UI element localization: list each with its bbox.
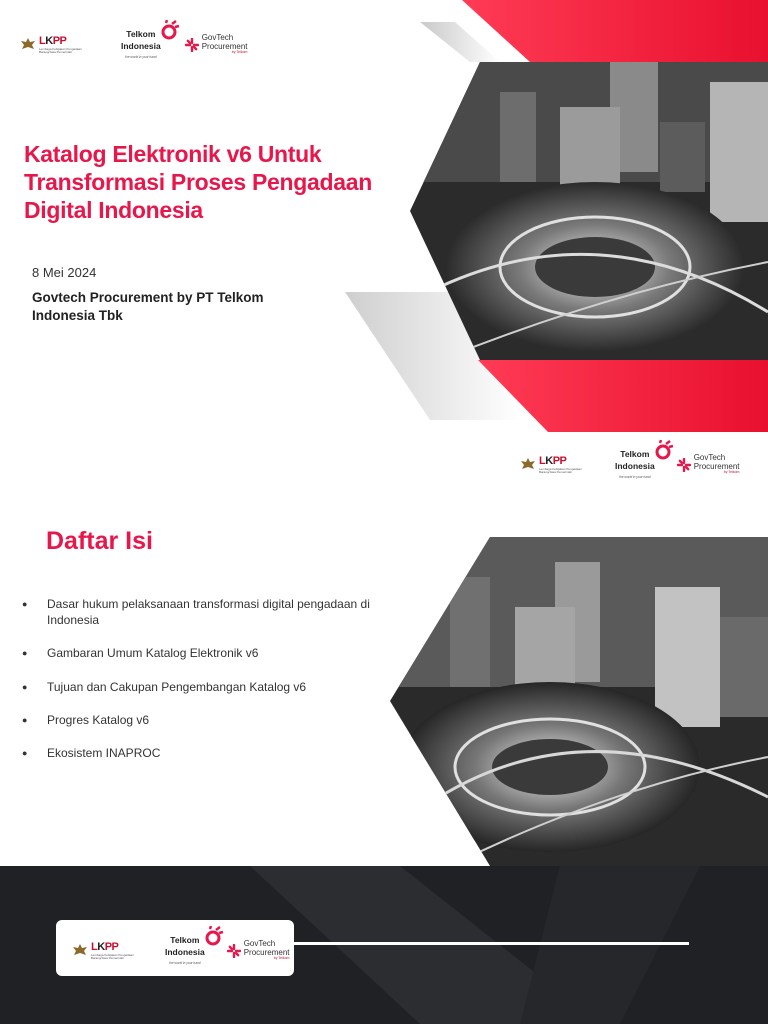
govtech-star-icon	[185, 38, 199, 52]
toc-item: ● Ekosistem INAPROC	[22, 745, 161, 760]
partner-logos-toc	[520, 450, 739, 479]
telkom-swirl-icon	[202, 926, 224, 948]
govtech-star-icon	[227, 944, 241, 958]
toc-slide	[0, 432, 768, 866]
toc-item: ● Tujuan dan Cakupan Pengembangan Katalog v6	[22, 679, 307, 694]
bullet-icon: ●	[22, 648, 28, 659]
telkom-logo: Telkom Indonesia the world in your hand	[121, 30, 161, 59]
closing-slide	[0, 866, 768, 1024]
cover-title: Katalog Elektronik v6 Untuk Transformasi Proses Pengadaan Digital Indonesia	[24, 141, 372, 224]
presenter-name: Govtech Procurement by PT Telkom Indonesia Tbk	[32, 290, 264, 323]
toc-list	[22, 596, 422, 778]
govtech-logo: GovTech Procurement by Telkom	[185, 34, 248, 54]
footer-divider	[294, 942, 689, 945]
partner-logos	[20, 30, 247, 59]
partner-logos-footer	[72, 936, 289, 965]
toc-item: ● Progres Katalog v6	[22, 712, 150, 727]
city-photo	[410, 62, 768, 360]
lkpp-logo: LKPP Lembaga Kebijakan Pengadaan Barang/Jasa Pemerintah	[20, 36, 99, 54]
garuda-emblem-icon	[72, 943, 88, 959]
govtech-logo: GovTech Procurement by Telkom	[227, 940, 290, 960]
cover-slide	[0, 0, 768, 432]
presentation-date: 8 Mei 2024	[32, 265, 97, 280]
telkom-logo: Telkom Indonesia the world in your hand	[615, 450, 655, 479]
bullet-icon: ●	[22, 747, 28, 758]
govtech-logo: GovTech Procurement by Telkom	[677, 454, 740, 474]
lkpp-logo: LKPP Lembaga Kebijakan Pengadaan Barang/Jasa Pemerintah	[72, 942, 151, 960]
garuda-emblem-icon	[520, 457, 536, 473]
bullet-icon: ●	[22, 599, 28, 609]
telkom-swirl-icon	[158, 20, 180, 42]
toc-item: ● Gambaran Umum Katalog Elektronik v6	[22, 646, 259, 661]
govtech-star-icon	[677, 458, 691, 472]
bullet-icon: ●	[22, 681, 28, 692]
toc-title: Daftar Isi	[46, 527, 153, 555]
city-photo	[390, 537, 768, 866]
toc-item: ● Dasar hukum pelaksanaan transformasi digital pengadaan di Indonesia	[22, 597, 370, 628]
bullet-icon: ●	[22, 714, 28, 725]
telkom-swirl-icon	[652, 440, 674, 462]
lkpp-logo: LKPP Lembaga Kebijakan Pengadaan Barang/Jasa Pemerintah	[520, 456, 599, 474]
footer-logo-card	[56, 920, 294, 976]
telkom-logo: Telkom Indonesia the world in your hand	[165, 936, 205, 965]
garuda-emblem-icon	[20, 37, 36, 53]
